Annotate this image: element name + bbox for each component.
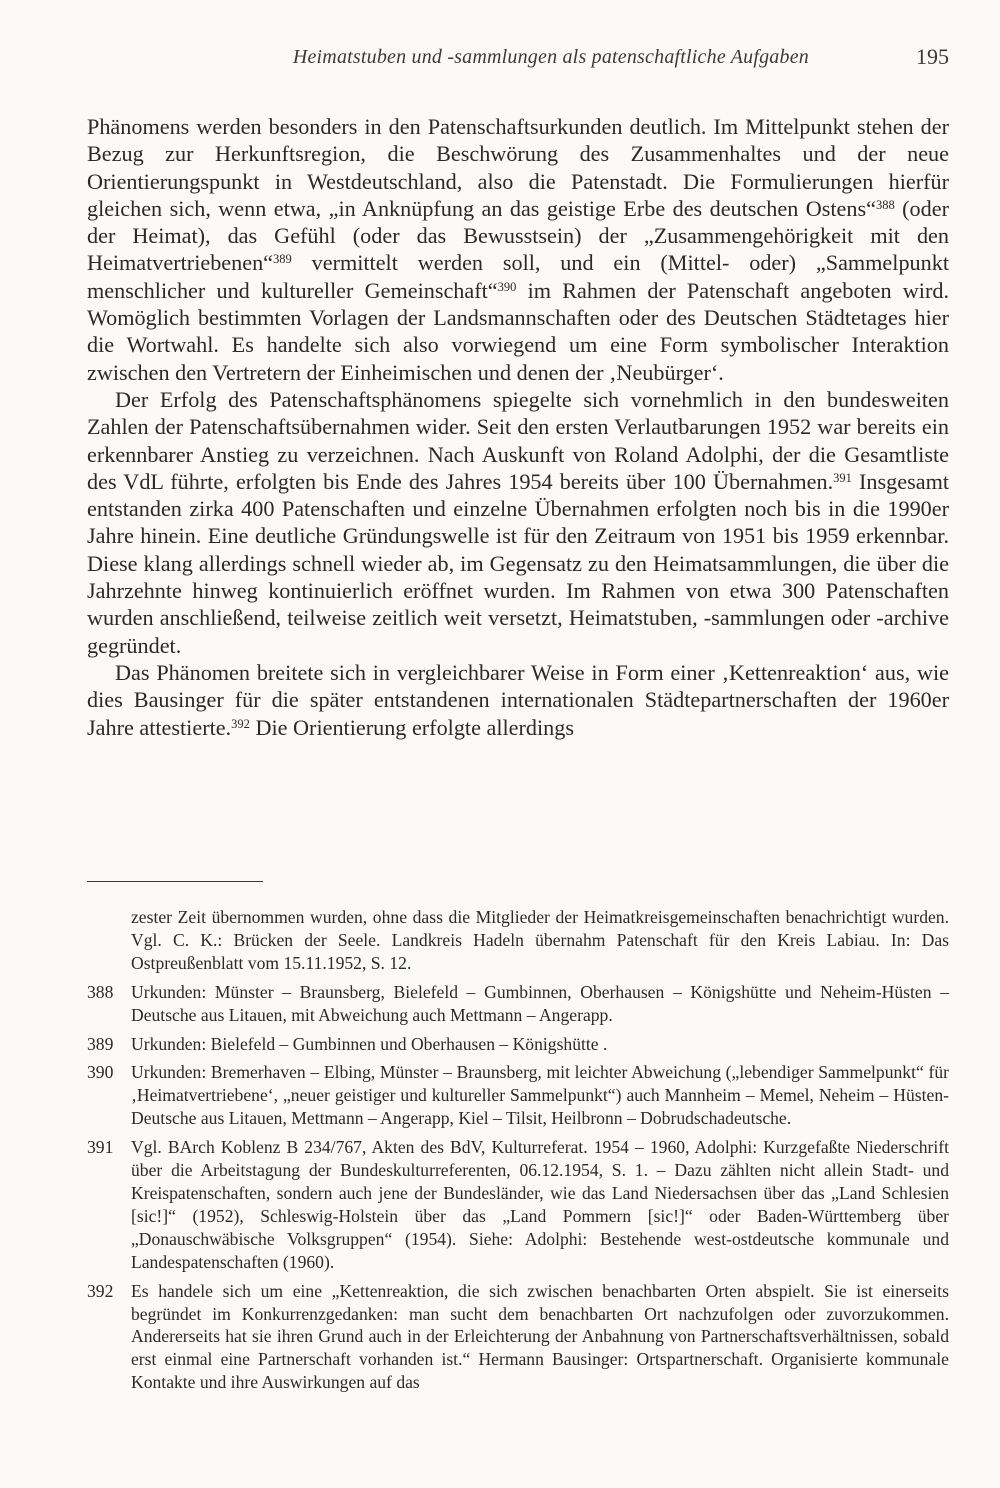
body-text	[87, 113, 949, 741]
footnote	[87, 906, 949, 975]
footnote-reference: 391	[833, 470, 852, 485]
footnotes	[87, 906, 949, 1400]
footnote	[87, 1033, 949, 1056]
footnote-number: 391	[87, 1137, 114, 1158]
running-title: Heimatstuben und -sammlungen als patenschaftliche Aufgaben	[292, 46, 809, 68]
footnote-text: Vgl. BArch Koblenz B 234/767, Akten des BdV, Kulturreferat. 1954 – 1960, Adolphi: Kurzgefaßte Niederschrift über die Arbeitstagung der Bundeskulturreferenten, 06.12.1954, S. 1. – Dazu zählten nicht allein Stadt- und Kreispatenschaften, sondern auch jene der Bundesländer, wie das Land Niedersachsen über das „Land Schlesien [sic!]“ (1952), Schleswig-Holstein über das „Land Pommern [sic!]“ oder Baden-Württemberg über „Donauschwäbische Volksgruppen“ (1954). Siehe: Adolphi: Bestehende west-ostdeutsche kommunale und Landespatenschaften (1960).	[131, 1137, 949, 1272]
body-paragraph: Der Erfolg des Patenschaftsphänomens spiegelte sich vornehmlich in den bundesweiten Zahlen der Patenschaftsübernahmen wider. Seit den ersten Verlautbarungen 1952 war bereits ein erkennbarer Anstieg zu verzeichnen. Nach Auskunft von Roland Adolphi, der die Gesamtliste des VdL führte, erfolgten bis Ende des Jahres 1954 bereits über 100 Übernahmen.$^{391}$ Insgesamt entstanden zirka 400 Patenschaften und einzelne Übernahmen erfolgten noch bis in die 1990er Jahre hinein. Eine deutliche Gründungswelle ist für den Zeitraum von 1951 bis 1959 erkennbar. Diese klang allerdings schnell wieder ab, im Gegensatz zu den Heimatsammlungen, die über die Jahrzehnte hinweg kontinuierlich eröffnet wurden. Im Rahmen von etwa 300 Patenschaften wurden anschließend, teilweise zeitlich weit versetzt, Heimatstuben, -sammlungen oder -archive gegründet.	[87, 386, 949, 658]
footnote-text: Es handele sich um eine „Kettenreaktion, die sich zwischen benachbarten Orten abspielt. Sie ist einerseits begründet im Konkurrenzgedanken: man sucht dem benachbarten Ort nachzufolgen oder zuvorzukommen. Andererseits hat sie ihren Grund auch in der Erleichterung der Anbahnung von Partnerschaftsverhältnissen, sobald erst einmal eine Partnerschaft vorhanden ist.“ Hermann Bausinger: Ortspartnerschaft. Organisierte kommunale Kontakte und ihre Auswirkungen auf das	[131, 1280, 949, 1393]
page-number: 195	[916, 44, 949, 69]
footnote-text: Urkunden: Bielefeld – Gumbinnen und Oberhausen – Königshütte .	[131, 1033, 608, 1054]
footnote-number: 389	[87, 1033, 114, 1054]
footnote-text: Urkunden: Bremerhaven – Elbing, Münster – Braunsberg, mit leichter Abweichung („lebendiger Sammelpunkt“ für ‚Heimatvertriebene‘, „neuer geistiger und kultureller Sammelpunkt“) auch Mannheim – Memel, Neheim – Hüsten-Deutsche aus Litauen, Mettmann – Angerapp, Kiel – Tilsit, Heilbronn – Dobrudschadeutsche.	[131, 1062, 949, 1129]
footnote-text: zester Zeit übernommen wurden, ohne dass die Mitglieder der Heimatkreisgemeinschaften benachrichtigt wurden. Vgl. C. K.: Brücken der Seele. Landkreis Hadeln übernahm Patenschaft für den Kreis Labiau. In: Das Ostpreußenblatt vom 15.11.1952, S. 12.	[131, 907, 949, 973]
footnote	[87, 981, 949, 1027]
running-head	[87, 44, 949, 78]
footnote-reference: 389	[273, 252, 292, 267]
footnote-number: 392	[87, 1280, 114, 1301]
footnote-text: Urkunden: Münster – Braunsberg, Bielefeld – Gumbinnen, Oberhausen – Königshütte und Neheim-Hüsten – Deutsche aus Litauen, mit Abweichung auch Mettmann – Angerapp.	[131, 981, 949, 1025]
book-page	[87, 0, 949, 1488]
footnote-reference: 392	[231, 716, 250, 731]
footnote	[87, 1061, 949, 1130]
footnote-number: 388	[87, 981, 114, 1002]
footnote-reference: 388	[876, 197, 895, 212]
footnote-separator	[87, 881, 263, 882]
footnote	[87, 1136, 949, 1273]
body-paragraph: Phänomens werden besonders in den Patenschaftsurkunden deutlich. Im Mittelpunkt stehen der Bezug zur Herkunftsregion, die Beschwörung des Zusammenhaltes und der neue Orientierungspunkt in Westdeutschland, also die Patenstadt. Die Formulierungen hierfür gleichen sich, wenn etwa, „in Anknüpfung an das geistige Erbe des deutschen Ostens“$^{388}$ (oder der Heimat), das Gefühl (oder das Bewusstsein) der „Zusammengehörigkeit mit den Heimatvertriebenen“$^{389}$ vermittelt werden soll, und ein (Mittel- oder) „Sammelpunkt menschlicher und kultureller Gemeinschaft“$^{390}$ im Rahmen der Patenschaft angeboten wird. Womöglich bestimmten Vorlagen der Landsmannschaften oder des Deutschen Städtetages hier die Wortwahl. Es handelte sich also vorwiegend um eine Form symbolischer Interaktion zwischen den Vertretern der Einheimischen und denen der ‚Neubürger‘.	[87, 114, 949, 385]
footnote-reference: 390	[497, 279, 517, 294]
body-paragraph: Das Phänomen breitete sich in vergleichbarer Weise in Form einer ‚Kettenreaktion‘ aus, wie dies Bausinger für die später entstandenen internationalen Städtepartnerschaften der 1960er Jahre attestierte.$^{392}$ Die Orientierung erfolgte allerdings	[87, 659, 949, 740]
footnote-number: 390	[87, 1062, 114, 1083]
footnote	[87, 1280, 949, 1395]
